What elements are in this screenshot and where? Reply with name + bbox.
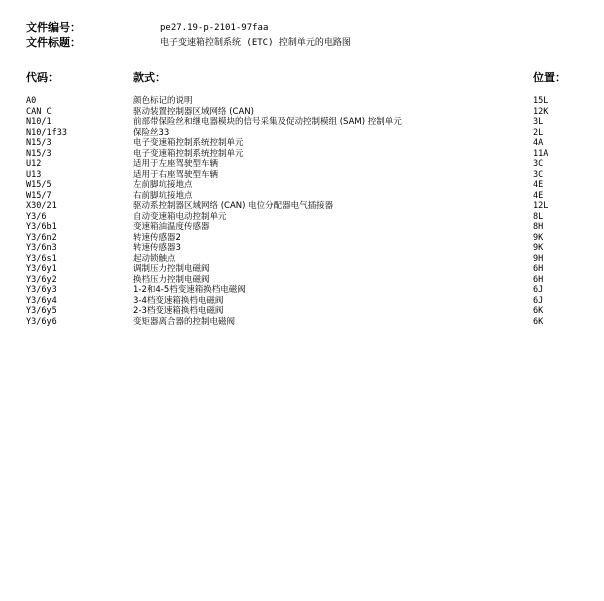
doc-title-label: 文件标题：	[26, 36, 81, 49]
table-row	[26, 306, 578, 317]
table-row	[26, 180, 578, 191]
component-position: 6J	[533, 295, 544, 306]
table-header	[26, 70, 578, 86]
table-row	[26, 149, 578, 160]
table-row	[26, 138, 578, 149]
table-row	[26, 296, 578, 307]
component-code: Y3/6y6	[26, 316, 57, 327]
component-code: W15/5	[26, 180, 52, 190]
component-position: 9H	[533, 253, 544, 264]
doc-title-row	[26, 36, 586, 50]
component-position: 6H	[533, 264, 544, 274]
table-row	[26, 243, 578, 254]
doc-number-value: pe27.19-p-2101-97faa	[160, 23, 269, 33]
table-row	[26, 201, 578, 212]
column-header-name: 款式：	[133, 71, 166, 84]
component-position: 6J	[533, 285, 544, 295]
component-code: Y3/6b1	[26, 222, 57, 232]
component-code: U12	[26, 159, 42, 169]
component-position: 4E	[533, 180, 544, 190]
component-name: 转速传感器3	[133, 243, 181, 253]
component-position: 6K	[533, 316, 544, 327]
component-name: 右前脚坑接地点	[133, 190, 193, 201]
component-code: Y3/6y1	[26, 264, 57, 274]
component-code: Y3/6y2	[26, 274, 57, 285]
component-name: 起动锁触点	[133, 253, 176, 264]
component-name: 电子变速箱控制系统控制单元	[133, 148, 244, 159]
table-row	[26, 191, 578, 202]
component-code: W15/7	[26, 190, 52, 201]
component-name: 电子变速箱控制系统控制单元	[133, 138, 244, 148]
component-name: 1-2和4-5档变速箱换档电磁阀	[133, 285, 246, 295]
table-row	[26, 107, 578, 118]
component-code: A0	[26, 96, 37, 106]
table-row	[26, 317, 578, 328]
component-position: 8L	[533, 211, 544, 222]
component-position: 15L	[533, 96, 549, 106]
component-name: 驱动装置控制器区域网络 (CAN)	[133, 106, 254, 117]
component-code: Y3/6y5	[26, 306, 57, 316]
component-position: 3C	[533, 169, 544, 180]
component-position: 12K	[533, 106, 549, 117]
table-row	[26, 275, 578, 286]
component-code: N10/1	[26, 117, 52, 127]
component-list	[26, 96, 578, 327]
component-position: 8H	[533, 222, 544, 232]
table-row	[26, 285, 578, 296]
column-header-code: 代码：	[26, 71, 59, 84]
component-position: 9K	[533, 232, 544, 243]
component-position: 12L	[533, 201, 549, 211]
component-position: 9K	[533, 243, 544, 253]
component-position: 3C	[533, 159, 544, 169]
component-name: 前部带保险丝和继电器模块的信号采集及促动控制模组 (SAM) 控制单元	[133, 117, 402, 127]
table-row	[26, 264, 578, 275]
component-code: N15/3	[26, 148, 52, 159]
table-row	[26, 170, 578, 181]
table-row	[26, 222, 578, 233]
component-position: 4A	[533, 138, 544, 148]
component-position: 4E	[533, 190, 544, 201]
component-code: Y3/6y4	[26, 295, 57, 306]
component-position: 6H	[533, 274, 544, 285]
component-code: U13	[26, 169, 42, 180]
component-name: 驱动系控制器区域网络 (CAN) 电位分配器电气插接器	[133, 201, 334, 211]
component-name: 调制压力控制电磁阀	[133, 264, 210, 274]
doc-number-row	[26, 21, 586, 35]
table-row	[26, 233, 578, 244]
component-code: X30/21	[26, 201, 57, 211]
component-name: 适用于右座驾驶型车辆	[133, 169, 219, 180]
component-name: 颜色标记的说明	[133, 96, 193, 106]
component-name: 变速箱油温度传感器	[133, 222, 210, 232]
component-code: Y3/6s1	[26, 253, 57, 264]
component-position: 6K	[533, 306, 544, 316]
component-name: 换档压力控制电磁阀	[133, 274, 210, 285]
component-code: Y3/6	[26, 211, 47, 222]
table-row	[26, 117, 578, 128]
component-code: N15/3	[26, 138, 52, 148]
component-name: 变矩器离合器的控制电磁阀	[133, 316, 236, 327]
component-code: CAN C	[26, 106, 52, 117]
component-name: 保险丝33	[133, 127, 170, 138]
component-name: 适用于左座驾驶型车辆	[133, 159, 219, 169]
table-row	[26, 128, 578, 139]
component-name: 2-3档变速箱换档电磁阀	[133, 306, 224, 316]
component-position: 2L	[533, 127, 544, 138]
doc-title-value: 电子变速箱控制系统 (ETC) 控制单元的电路图	[160, 38, 351, 48]
component-code: Y3/6y3	[26, 285, 57, 295]
table-row	[26, 96, 578, 107]
component-code: Y3/6n2	[26, 232, 57, 243]
component-code: N10/1f33	[26, 127, 67, 138]
component-position: 3L	[533, 117, 544, 127]
table-row	[26, 254, 578, 265]
table-row	[26, 212, 578, 223]
component-name: 自动变速箱电动控制单元	[133, 211, 227, 222]
component-name: 转速传感器2	[133, 232, 181, 243]
component-name: 3-4档变速箱换档电磁阀	[133, 295, 224, 306]
component-name: 左前脚坑接地点	[133, 180, 193, 190]
doc-number-label: 文件编号：	[26, 21, 81, 34]
column-header-position: 位置：	[533, 71, 566, 84]
component-code: Y3/6n3	[26, 243, 57, 253]
table-row	[26, 159, 578, 170]
component-position: 11A	[533, 148, 549, 159]
